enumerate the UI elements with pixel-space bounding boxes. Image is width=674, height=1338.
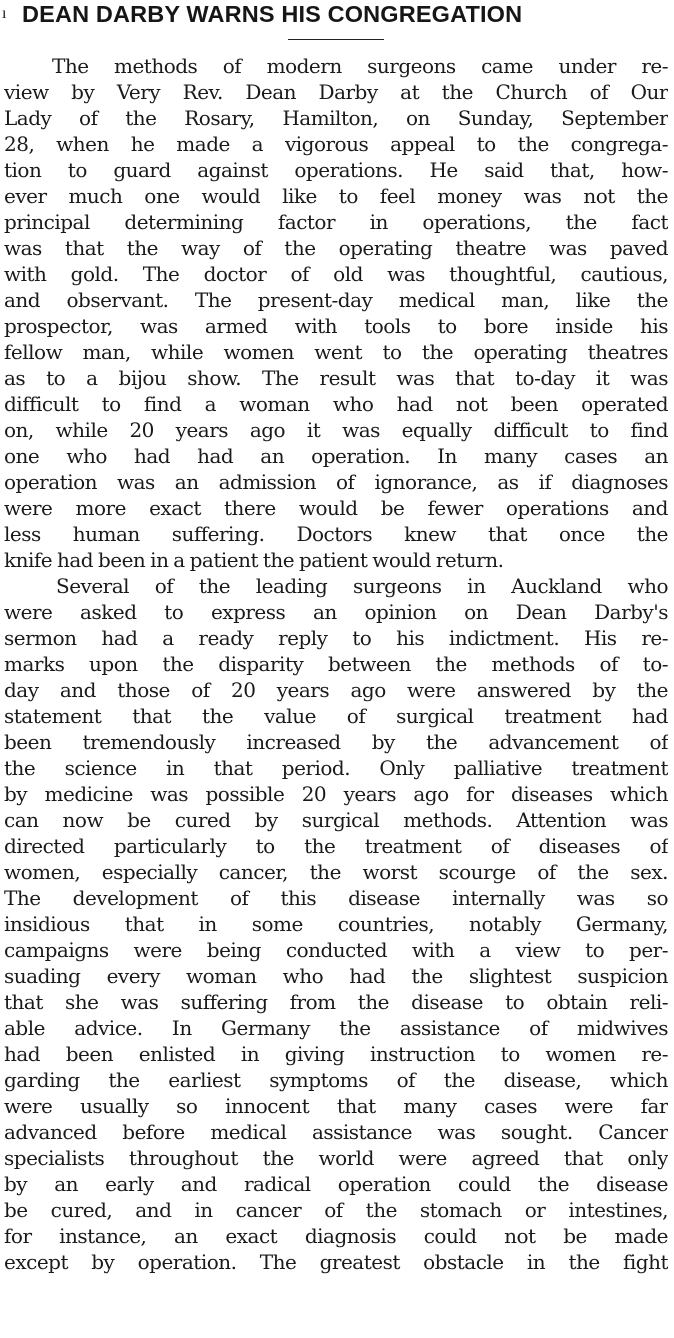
text-line: as to a bijou show. The result was that to-day it was (4, 366, 668, 390)
text-line: The development of this disease internally was so (4, 886, 668, 910)
text-line: and observant. The present-day medical man, like the (4, 288, 668, 312)
text-line: with gold. The doctor of old was thoughtful, cautious, (4, 262, 668, 286)
text-line: knife had been in a patient the patient would return. (4, 548, 504, 572)
text-line: operation was an admission of ignorance, as if diagnoses (4, 470, 668, 494)
text-line: difficult to find a woman who had not been operated (4, 392, 668, 416)
text-line: suading every woman who had the slightest suspicion (4, 964, 668, 988)
text-line: for instance, an exact diagnosis could not be made (4, 1224, 668, 1248)
text-line: marks upon the disparity between the methods of to- (4, 652, 668, 676)
text-line: ever much one would like to feel money was not the (4, 184, 668, 208)
text-line: able advice. In Germany the assistance of midwives (4, 1016, 668, 1040)
text-line: tion to guard against operations. He said that, how- (4, 158, 668, 182)
text-line: advanced before medical assistance was sought. Cancer (4, 1120, 668, 1144)
text-line: 28, when he made a vigorous appeal to the congrega- (4, 132, 668, 156)
text-line: directed particularly to the treatment of diseases of (4, 834, 668, 858)
text-line: sermon had a ready reply to his indictment. His re- (4, 626, 668, 650)
text-line: been tremendously increased by the advancement of (4, 730, 668, 754)
text-line: view by Very Rev. Dean Darby at the Church of Our (4, 80, 668, 104)
text-line: less human suffering. Doctors knew that once the (4, 522, 668, 546)
text-line: except by operation. The greatest obstacle in the fight (4, 1250, 668, 1274)
text-line: Lady of the Rosary, Hamilton, on Sunday, September (4, 106, 668, 130)
text-line: on, while 20 years ago it was equally difficult to find (4, 418, 668, 442)
text-line: were asked to express an opinion on Dean Darby's (4, 600, 668, 624)
text-line: was that the way of the operating theatre was paved (4, 236, 668, 260)
text-line: statement that the value of surgical treatment had (4, 704, 668, 728)
text-line: one who had had an operation. In many cases an (4, 444, 668, 468)
text-line: can now be cured by surgical methods. Attention was (4, 808, 668, 832)
text-line: insidious that in some countries, notably Germany, (4, 912, 668, 936)
text-line: prospector, was armed with tools to bore inside his (4, 314, 668, 338)
text-line: garding the earliest symptoms of the disease, which (4, 1068, 668, 1092)
headline-rule (288, 39, 384, 40)
headline-text: DEAN DARBY WARNS HIS CONGREGATION (22, 1, 523, 27)
text-line: the science in that period. Only palliative treatment (4, 756, 668, 780)
text-line: specialists throughout the world were agreed that only (4, 1146, 668, 1170)
text-line: were usually so innocent that many cases were far (4, 1094, 668, 1118)
article-body (4, 53, 668, 1275)
text-line: principal determining factor in operations, the fact (4, 210, 668, 234)
text-line: by an early and radical operation could the disease (4, 1172, 668, 1196)
paragraph-2 (4, 573, 668, 1275)
text-line: The methods of modern surgeons came under re- (52, 54, 668, 78)
text-line: had been enlisted in giving instruction to women re- (4, 1042, 668, 1066)
text-line: day and those of 20 years ago were answered by the (4, 678, 668, 702)
text-line: were more exact there would be fewer operations and (4, 496, 668, 520)
text-line: by medicine was possible 20 years ago for diseases which (4, 782, 668, 806)
headline (0, 0, 674, 30)
text-line: Several of the leading surgeons in Auckland who (56, 574, 668, 598)
headline-mark: ı (2, 5, 7, 22)
text-line: campaigns were being conducted with a view to per- (4, 938, 668, 962)
text-line: fellow man, while women went to the operating theatres (4, 340, 668, 364)
paragraph-1 (4, 53, 668, 573)
text-line: that she was suffering from the disease to obtain reli- (4, 990, 668, 1014)
text-line: women, especially cancer, the worst scourge of the sex. (4, 860, 668, 884)
text-line: be cured, and in cancer of the stomach or intestines, (4, 1198, 668, 1222)
